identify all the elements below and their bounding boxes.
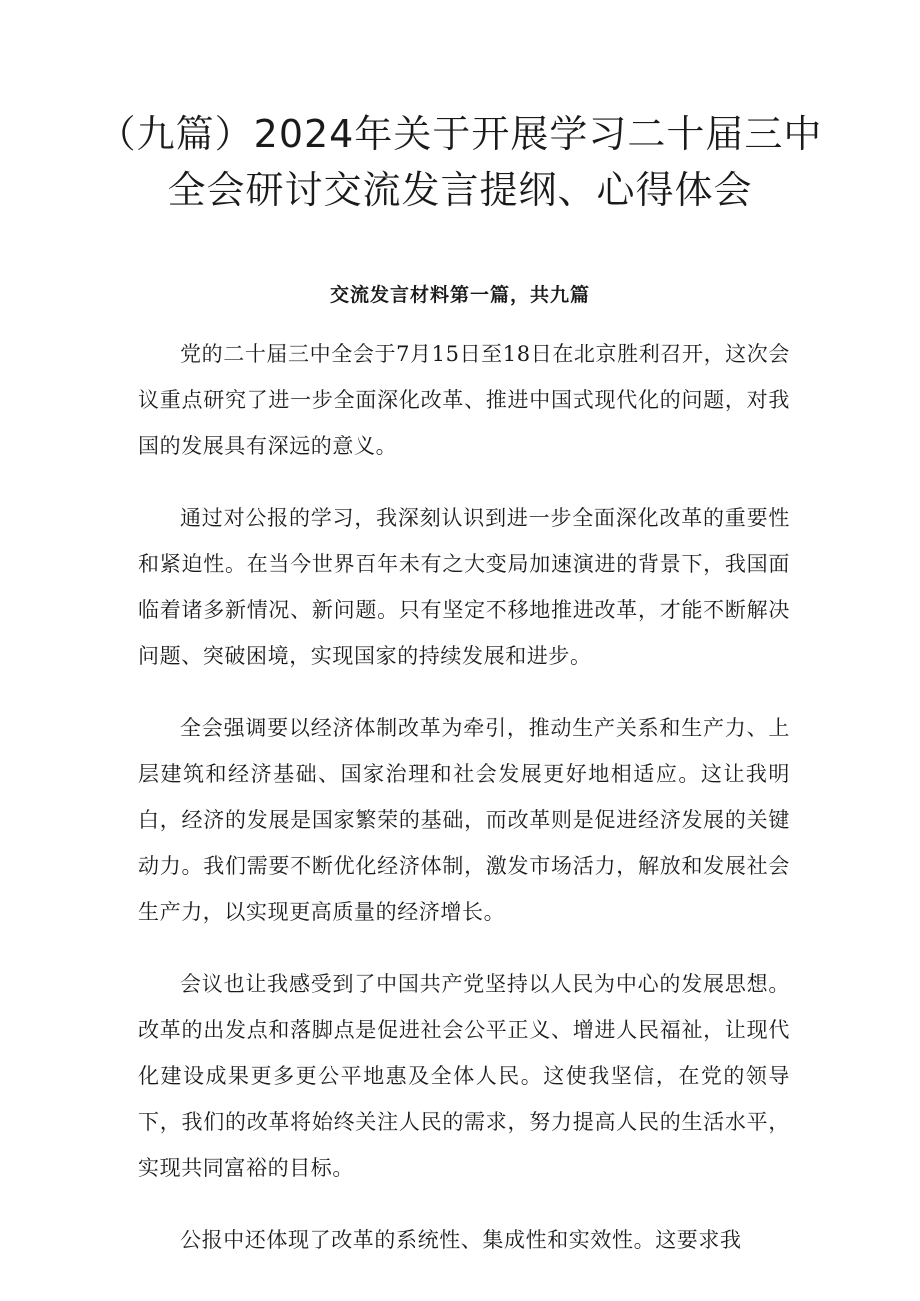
paragraph-2: 通过对公报的学习，我深刻认识到进一步全面深化改革的重要性和紧迫性。在当今世界百年未有之大变局加速演进的背景下，我国面临着诸多新情况、新问题。只有坚定不移地推进改革，才能不断解决问题、突破困境，实现国家的持续发展和进步。 bbox=[138, 506, 790, 668]
paragraph-1: 党的二十届三中全会于7月15日至18日在北京胜利召开，这次会议重点研究了进一步全面深化改革、推进中国式现代化的问题，对我国的发展具有深远的意义。 bbox=[138, 342, 790, 458]
section-heading: 交流发言材料第一篇，共九篇 bbox=[329, 284, 590, 306]
paragraph-3: 全会强调要以经济体制改革为牵引，推动生产关系和生产力、上层建筑和经济基础、国家治理和社会发展更好地相适应。这让我明白，经济的发展是国家繁荣的基础，而改革则是促进经济发展的关键动力。我们需要不断优化经济体制，激发市场活力，解放和发展社会生产力，以实现更高质量的经济增长。 bbox=[138, 716, 790, 924]
paragraph-4: 会议也让我感受到了中国共产党坚持以人民为中心的发展思想。改革的出发点和落脚点是促进社会公平正义、增进人民福祉，让现代化建设成果更多更公平地惠及全体人民。这使我坚信，在党的领导下，我们的改革将始终关注人民的需求，努力提高人民的生活水平，实现共同富裕的目标。 bbox=[138, 972, 790, 1180]
document-body bbox=[138, 331, 790, 1289]
document-title-line-2: 全会研讨交流发言提纲、心得体会 bbox=[167, 168, 753, 212]
document-title bbox=[0, 106, 920, 218]
paragraph-5: 公报中还体现了改革的系统性、集成性和实效性。这要求我 bbox=[180, 1228, 742, 1252]
document-title-line-1: （九篇）2024年关于开展学习二十届三中 bbox=[97, 112, 823, 156]
